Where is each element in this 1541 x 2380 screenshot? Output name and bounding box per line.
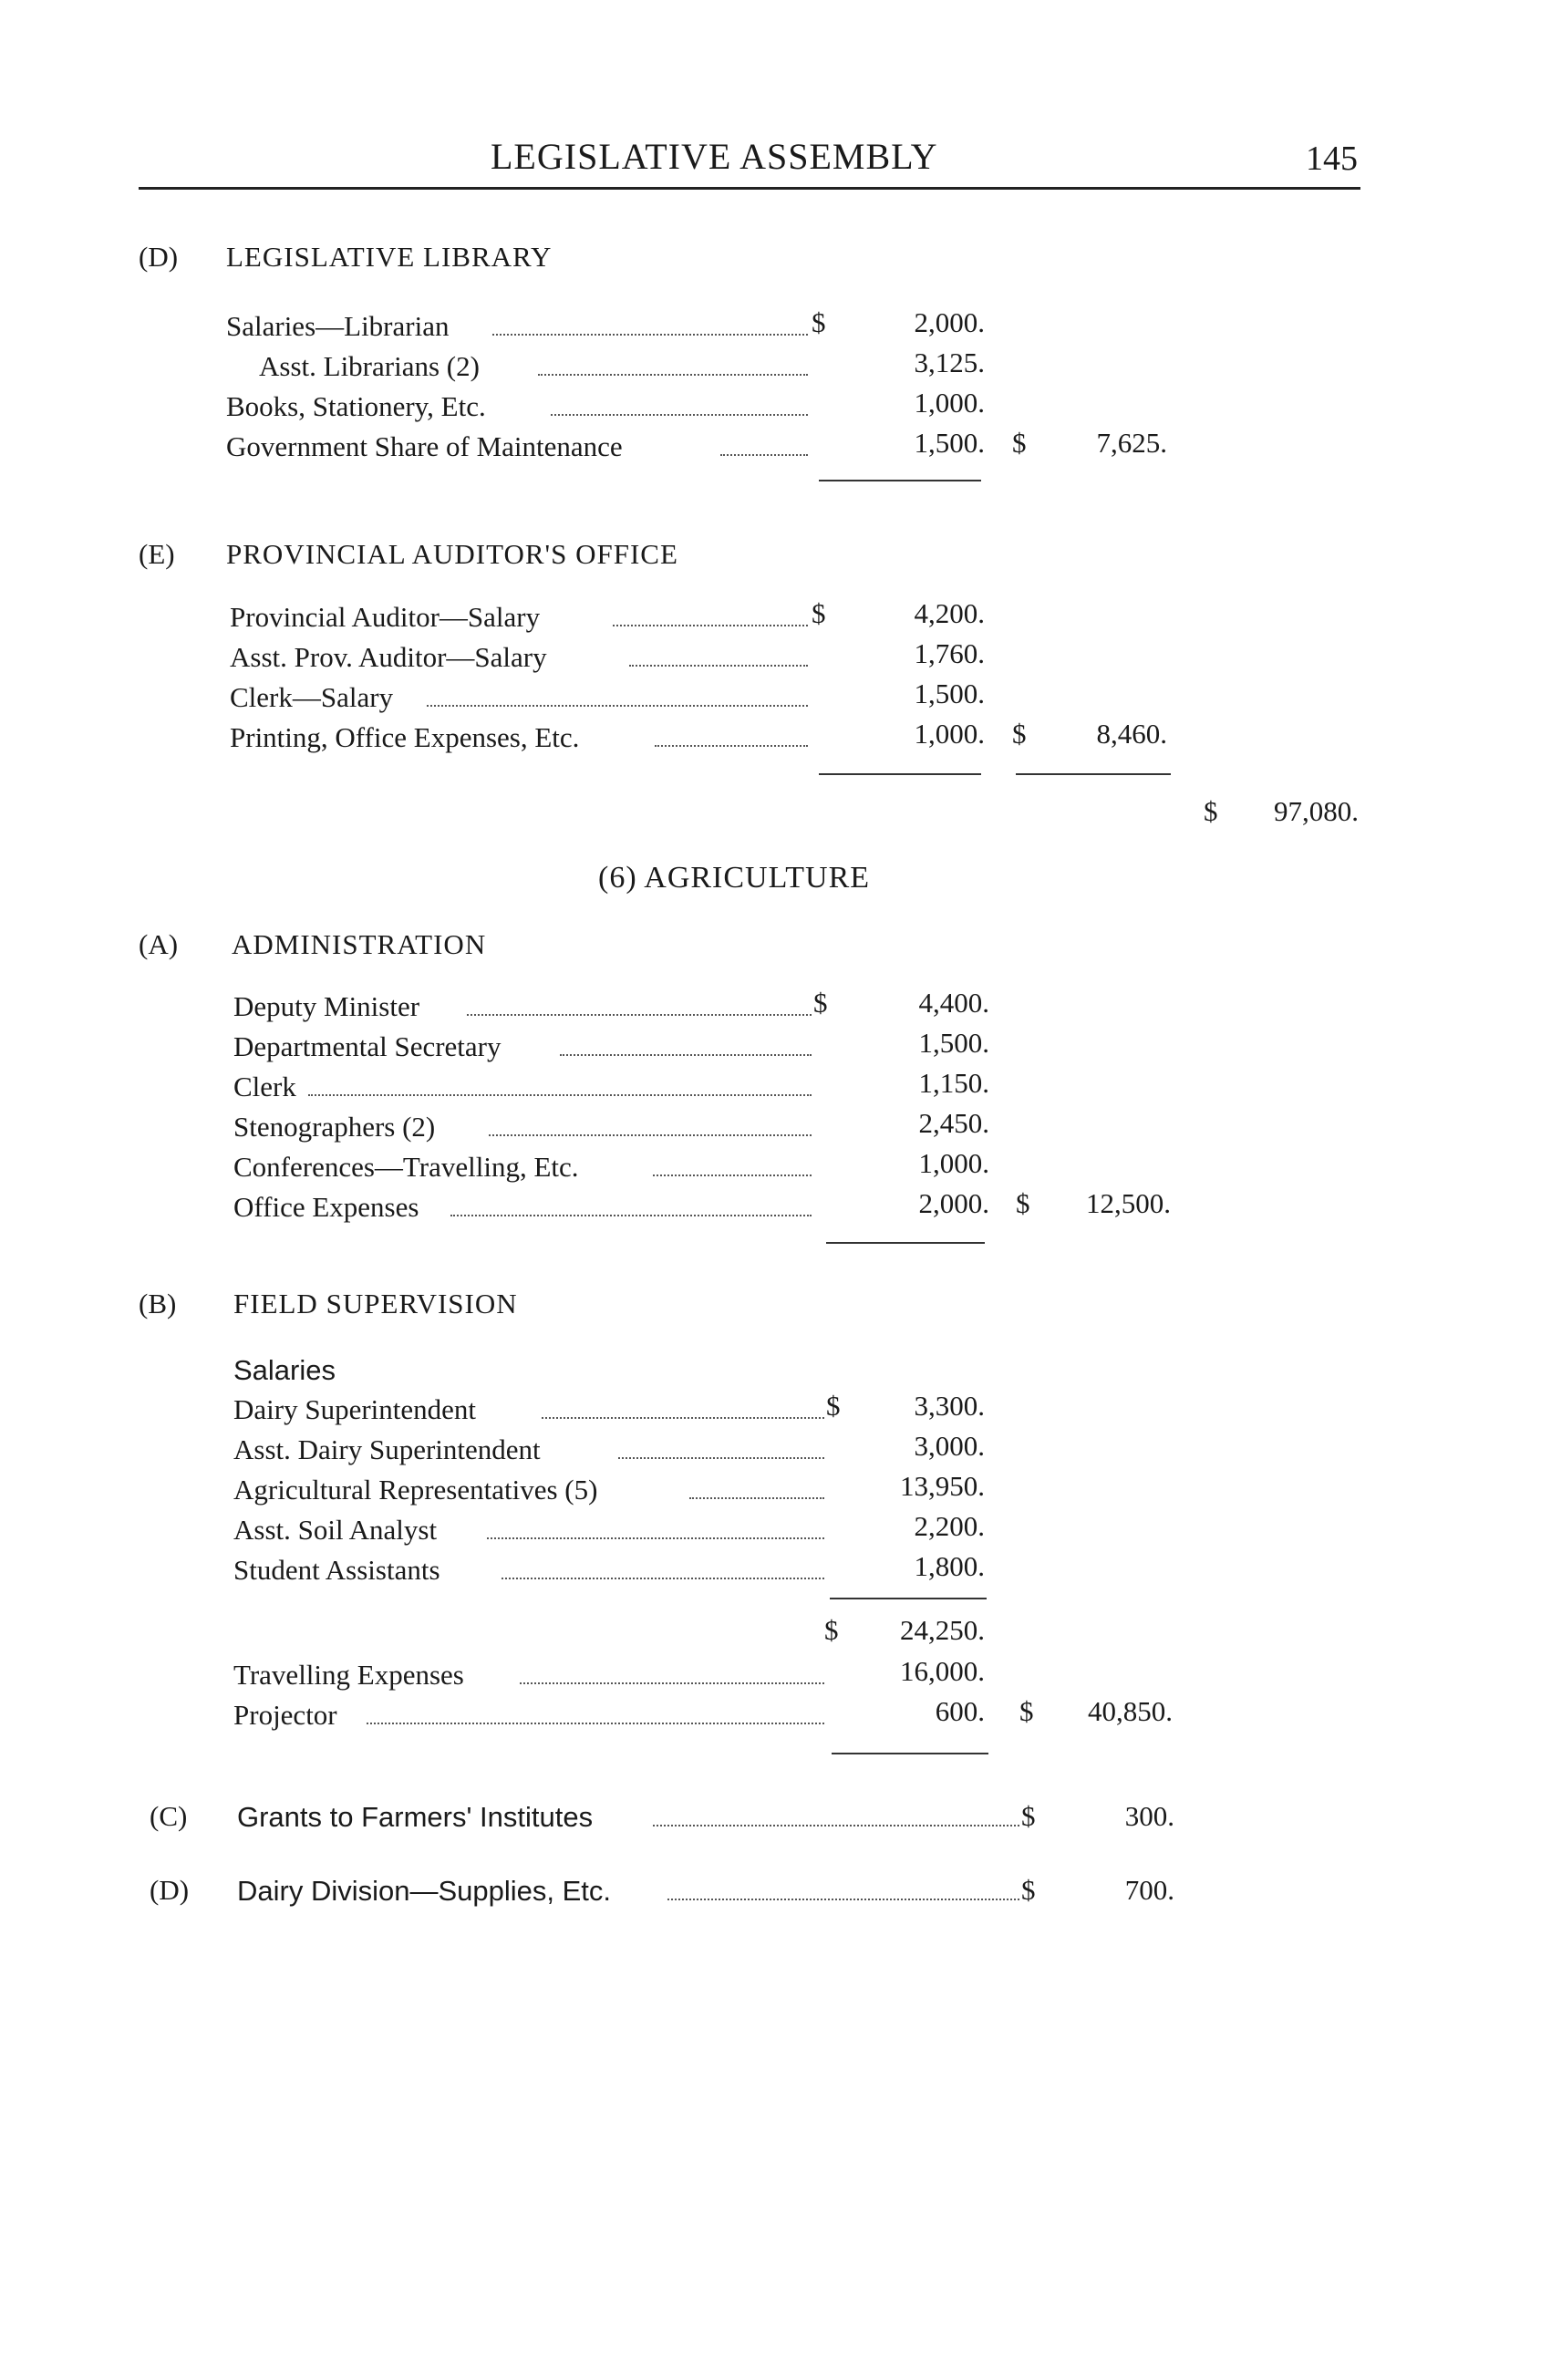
dot-leader bbox=[489, 1134, 812, 1136]
line-item-amount: 4,200. bbox=[914, 597, 985, 629]
page-header-title: LEGISLATIVE ASSEMBLY bbox=[491, 136, 938, 177]
subtotal-rule bbox=[819, 480, 981, 481]
line-item bbox=[233, 1655, 464, 1695]
department-title: (6) AGRICULTURE bbox=[598, 861, 871, 895]
currency-sign: $ bbox=[1021, 1874, 1036, 1906]
line-item bbox=[233, 987, 419, 1027]
line-item-amount: 1,150. bbox=[918, 1067, 989, 1099]
currency-sign: $ bbox=[1019, 1695, 1034, 1727]
line-item bbox=[233, 1067, 296, 1107]
line-item-amount: 16,000. bbox=[900, 1655, 985, 1687]
section-total: 700. bbox=[1124, 1874, 1174, 1906]
line-item-label: Conferences—Travelling, Etc. bbox=[233, 1151, 579, 1183]
line-item-amount: 1,500. bbox=[918, 1027, 989, 1059]
line-item bbox=[233, 1027, 502, 1067]
dot-leader bbox=[467, 1014, 812, 1016]
line-item bbox=[233, 1695, 337, 1735]
dot-leader bbox=[538, 374, 808, 376]
dot-leader bbox=[487, 1537, 824, 1539]
dot-leader bbox=[502, 1578, 824, 1579]
section-letter: (C) bbox=[150, 1800, 188, 1832]
dot-leader bbox=[308, 1094, 812, 1096]
currency-sign: $ bbox=[824, 1614, 839, 1646]
section-letter: (E) bbox=[139, 538, 175, 570]
dot-leader bbox=[367, 1723, 824, 1724]
currency-sign: $ bbox=[1012, 718, 1027, 750]
line-item-amount: 2,000. bbox=[914, 306, 985, 338]
line-item-label: Provincial Auditor—Salary bbox=[230, 601, 541, 633]
section-letter: (A) bbox=[139, 928, 179, 960]
line-item-label: Student Assistants bbox=[233, 1554, 440, 1586]
line-item-amount: 1,000. bbox=[918, 1147, 989, 1179]
line-item-amount: 2,450. bbox=[918, 1107, 989, 1139]
line-item-label: Stenographers (2) bbox=[233, 1111, 436, 1143]
currency-sign: $ bbox=[1204, 795, 1218, 827]
line-item-amount: 2,200. bbox=[914, 1510, 985, 1542]
line-item bbox=[230, 718, 579, 758]
line-item-amount: 13,950. bbox=[900, 1470, 985, 1502]
subtotal-rule bbox=[830, 1598, 987, 1599]
line-item-amount: 3,000. bbox=[914, 1430, 985, 1462]
line-item-amount: 1,500. bbox=[914, 678, 985, 709]
line-item bbox=[233, 1107, 435, 1147]
dot-leader bbox=[613, 625, 808, 626]
section-total: 300. bbox=[1124, 1800, 1174, 1832]
line-item bbox=[233, 1187, 419, 1227]
dot-leader bbox=[618, 1457, 824, 1459]
line-item-amount: 1,500. bbox=[914, 427, 985, 459]
dot-leader bbox=[653, 1825, 1019, 1826]
line-item-label: Asst. Librarians (2) bbox=[259, 350, 480, 382]
line-item-label: Asst. Prov. Auditor—Salary bbox=[230, 641, 547, 673]
section-title: ADMINISTRATION bbox=[232, 928, 487, 960]
line-item bbox=[259, 347, 480, 387]
dot-leader bbox=[542, 1417, 824, 1419]
dot-leader bbox=[560, 1054, 812, 1056]
line-item bbox=[230, 637, 547, 678]
line-item-label: Asst. Soil Analyst bbox=[233, 1514, 438, 1546]
section-total: 8,460. bbox=[1096, 718, 1167, 750]
line-item-amount: 1,000. bbox=[914, 718, 985, 750]
line-item bbox=[233, 1550, 440, 1590]
section-total: 40,850. bbox=[1088, 1695, 1173, 1727]
line-item-amount: 3,300. bbox=[914, 1390, 985, 1422]
dot-leader bbox=[655, 745, 808, 747]
subtotal-rule bbox=[819, 773, 981, 775]
section-letter: (D) bbox=[139, 241, 179, 273]
line-item bbox=[233, 1510, 437, 1550]
section-title: FIELD SUPERVISION bbox=[233, 1288, 518, 1319]
currency-sign: $ bbox=[826, 1390, 841, 1422]
line-item-label: Agricultural Representatives (5) bbox=[233, 1474, 598, 1506]
currency-sign: $ bbox=[1016, 1187, 1030, 1219]
grand-total: 97,080. bbox=[1274, 795, 1359, 827]
dot-leader bbox=[450, 1215, 812, 1216]
subtotal-rule bbox=[832, 1753, 988, 1754]
line-item-amount: 1,760. bbox=[914, 637, 985, 669]
section-letter: (D) bbox=[150, 1874, 190, 1906]
line-item-label: Clerk—Salary bbox=[230, 681, 394, 713]
dot-leader bbox=[689, 1497, 824, 1499]
line-item bbox=[233, 1470, 597, 1510]
line-item-amount: 4,400. bbox=[918, 987, 989, 1019]
dot-leader bbox=[551, 414, 808, 416]
subtotal-rule bbox=[826, 1242, 985, 1244]
subheading: Salaries bbox=[233, 1354, 336, 1386]
line-item bbox=[226, 427, 623, 467]
dot-leader bbox=[492, 334, 808, 336]
dot-leader bbox=[427, 705, 808, 707]
line-item-label: Asst. Dairy Superintendent bbox=[233, 1433, 541, 1465]
line-item-amount: 1,800. bbox=[914, 1550, 985, 1582]
line-item-label: Clerk bbox=[233, 1071, 296, 1102]
line-item bbox=[233, 1147, 579, 1187]
subtotal-amount: 24,250. bbox=[900, 1614, 985, 1646]
line-item-label: Travelling Expenses bbox=[233, 1659, 464, 1691]
currency-sign: $ bbox=[812, 597, 826, 629]
line-item-label: Printing, Office Expenses, Etc. bbox=[230, 721, 580, 753]
line-item bbox=[230, 597, 540, 637]
line-item bbox=[233, 1430, 541, 1470]
line-item-label: Books, Stationery, Etc. bbox=[226, 390, 486, 422]
section-title: PROVINCIAL AUDITOR'S OFFICE bbox=[226, 538, 678, 570]
dot-leader bbox=[667, 1899, 1019, 1900]
page-number: 145 bbox=[1306, 140, 1358, 178]
line-item-label: Grants to Farmers' Institutes bbox=[237, 1801, 594, 1833]
dot-leader bbox=[653, 1174, 812, 1176]
line-item-amount: 1,000. bbox=[914, 387, 985, 419]
line-item-amount: 2,000. bbox=[918, 1187, 989, 1219]
currency-sign: $ bbox=[1012, 427, 1027, 459]
line-item-label: Salaries—Librarian bbox=[226, 310, 450, 342]
line-item-label: Dairy Superintendent bbox=[233, 1393, 477, 1425]
dot-leader bbox=[520, 1682, 824, 1684]
header-rule bbox=[139, 187, 1360, 190]
line-item-label: Dairy Division—Supplies, Etc. bbox=[237, 1875, 612, 1907]
line-item-label: Government Share of Maintenance bbox=[226, 430, 623, 462]
line-item bbox=[226, 306, 449, 347]
line-item-label: Deputy Minister bbox=[233, 990, 420, 1022]
section-title: LEGISLATIVE LIBRARY bbox=[226, 241, 553, 273]
line-item-amount: 600. bbox=[935, 1695, 985, 1727]
line-item-label: Projector bbox=[233, 1699, 337, 1731]
dot-leader bbox=[629, 665, 808, 667]
section-total: 7,625. bbox=[1096, 427, 1167, 459]
line-item-label: Office Expenses bbox=[233, 1191, 419, 1223]
line-item bbox=[230, 678, 393, 718]
currency-sign: $ bbox=[812, 306, 826, 338]
line-item bbox=[233, 1390, 476, 1430]
dot-leader bbox=[720, 454, 808, 456]
section-total: 12,500. bbox=[1086, 1187, 1171, 1219]
currency-sign: $ bbox=[813, 987, 828, 1019]
currency-sign: $ bbox=[1021, 1800, 1036, 1832]
line-item-label: Departmental Secretary bbox=[233, 1030, 502, 1062]
line-item-amount: 3,125. bbox=[914, 347, 985, 378]
section-letter: (B) bbox=[139, 1288, 177, 1319]
total-rule bbox=[1016, 773, 1171, 775]
line-item bbox=[226, 387, 486, 427]
